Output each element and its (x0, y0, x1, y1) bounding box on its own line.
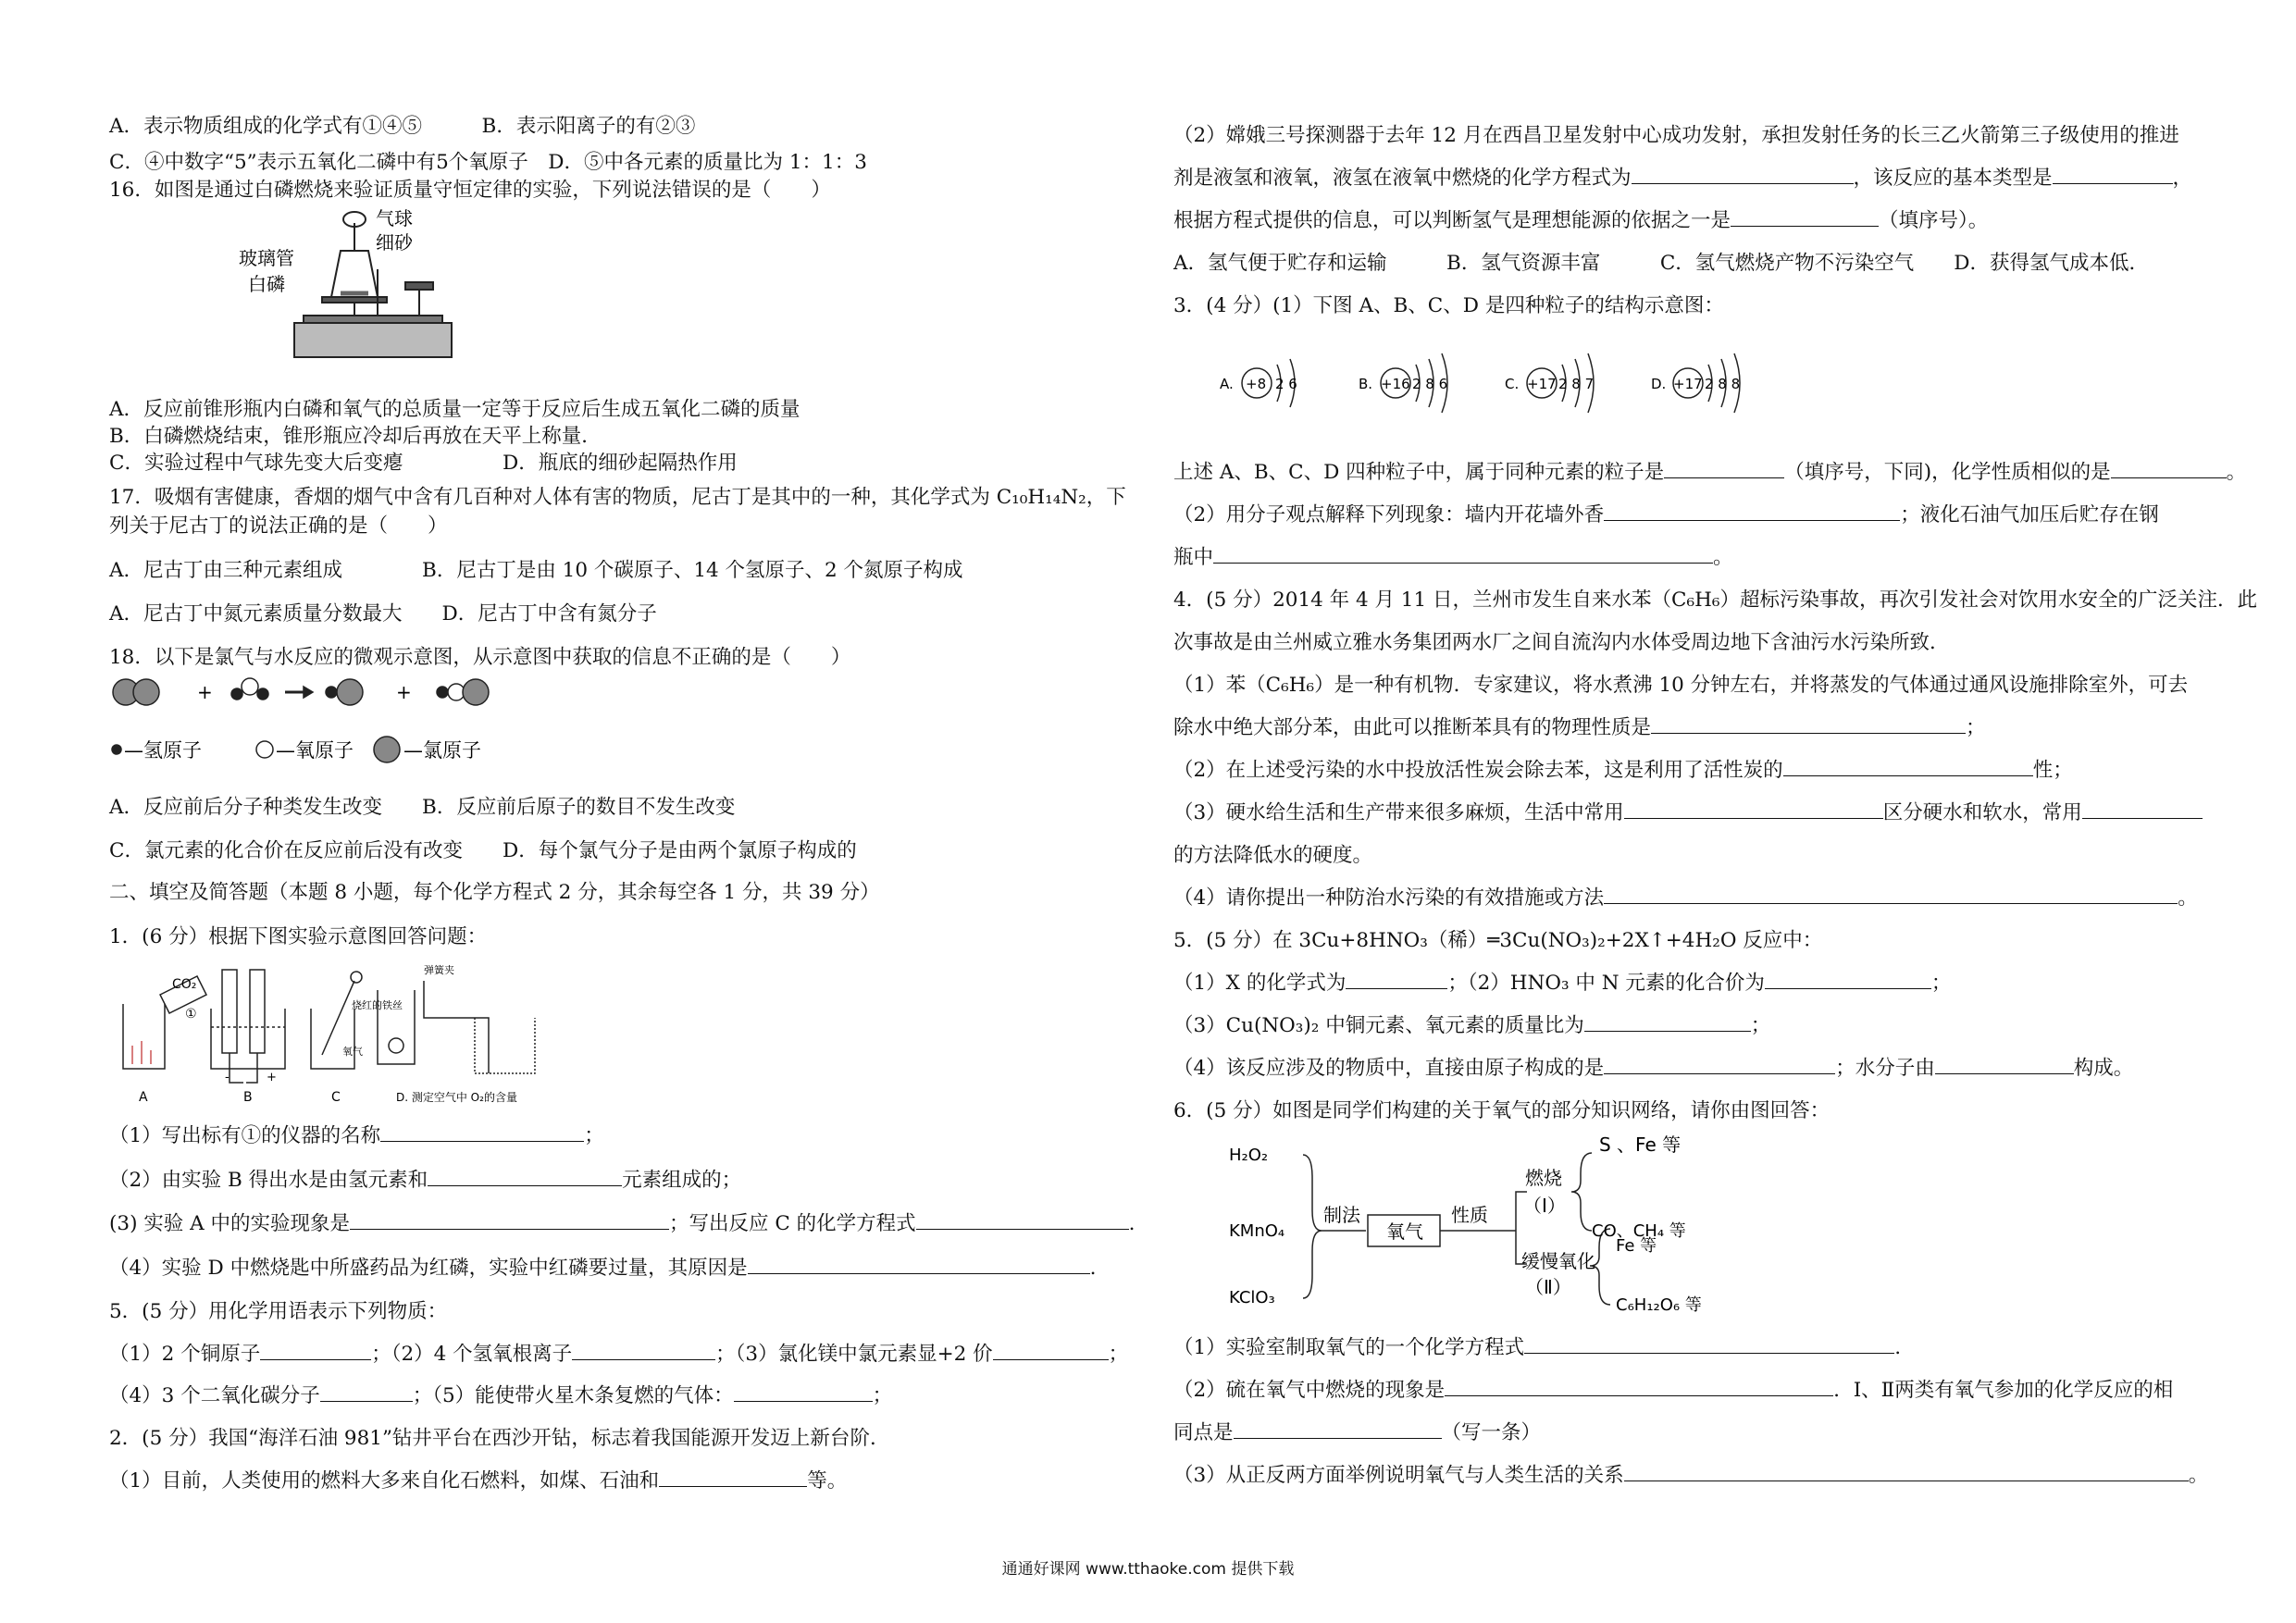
co-ch4-label: CO、CH₄ 等 (1592, 1221, 1686, 1241)
q4-part2: （2）在上述受污染的水中投放活性炭会除去苯，这是利用了活性炭的 性； (1173, 759, 2073, 782)
circle-one-label: ① (185, 1007, 197, 1022)
answer-blank[interactable] (1935, 1055, 2074, 1074)
fill-q1-part3: (3) 实验 A 中的实验现象是 ；写出反应 C 的化学方程式 . (109, 1212, 1136, 1235)
co2-label: CO₂ (172, 977, 197, 992)
q4-part3-line1: （3）硬水给生活和生产带来很多麻烦，生活中常用 区分硬水和软水，常用 (1173, 799, 2203, 827)
q4-stem-line1: 4．(5 分）2014 年 4 月 11 日，兰州市发生自来水苯（C₆H₆）超标污染事故，再次引发社会对饮用水安全的广泛关注．此 (1173, 588, 2257, 612)
q3-stem: 3．(4 分）(1）下图 A、B、C、D 是四种粒子的结构示意图： (1173, 294, 1724, 317)
q18-stem: 18．以下是氯气与水反应的微观示意图，从示意图中获取的信息不正确的是（ ） (109, 646, 851, 669)
fill-q1-part2: （2）由实验 B 得出水是由氢元素和 元素组成的； (109, 1169, 742, 1192)
atom-d-nucleus: +17 (1673, 376, 1703, 392)
atom-a-nucleus: +8 (1246, 376, 1267, 392)
slow-oxidation-label: 缓慢氧化 (1521, 1250, 1595, 1272)
q2-part2-line3: 根据方程式提供的信息，可以判断氢气是理想能源的依据之一是 （填序号）。 (1173, 209, 1989, 232)
answer-blank[interactable] (1234, 1419, 1442, 1439)
burn-label: 燃烧 (1525, 1167, 1562, 1189)
q17-stem-line2: 列关于尼古丁的说法正确的是（ ） (109, 514, 448, 538)
q3-part2-line2: 瓶中 。 (1173, 546, 1733, 569)
kclo3-label: KClO₃ (1229, 1288, 1275, 1307)
answer-blank[interactable] (2082, 799, 2203, 819)
answer-blank[interactable] (1624, 799, 1883, 819)
q3-part1: 上述 A、B、C、D 四种粒子中，属于同种元素的粒子是 （填序号，下同)，化学性质相似的是 。 (1173, 461, 2247, 484)
answer-blank[interactable] (1604, 1055, 1835, 1074)
answer-blank[interactable] (1445, 1377, 1833, 1396)
section-two-heading: 二、填空及简答题（本题 8 小题，每个化学方程式 2 分，其余每空各 1 分，共 39 分） (109, 881, 880, 904)
q4-part4: （4）请你提出一种防治水污染的有效措施或方法 。 (1173, 886, 2198, 910)
atom-b-label: B. (1359, 376, 1373, 392)
q16-option-b: B．白磷燃烧结束，锥形瓶应冷却后再放在天平上称量． (109, 425, 602, 448)
svg-text:+: + (396, 681, 412, 703)
fill-q1-part4: （4）实验 D 中燃烧匙中所盛药品为红磷，实验中红磷要过量，其原因是 . (109, 1257, 1097, 1280)
plus-label: + (267, 1071, 277, 1084)
q2-part2-line1: （2）嫦娥三号探测器于去年 12 月在西昌卫星发射中心成功发射，承担发射任务的长三乙火箭第三子级使用的推进 (1173, 124, 2179, 147)
atom-a-label: A. (1220, 376, 1234, 392)
q5-part3: （3）Cu(NO₃)₂ 中铜元素、氧元素的质量比为 ； (1173, 1014, 1771, 1037)
answer-blank[interactable] (572, 1341, 715, 1360)
answer-blank[interactable] (1651, 714, 1966, 734)
q15-options-cd: C．④中数字“5”表示五氧化二磷中有5个氧原子 D．⑤中各元素的质量比为 1：1：3 (109, 151, 867, 174)
answer-blank[interactable] (993, 1341, 1109, 1360)
q2-part2-options: A．氢气便于贮存和运输 B．氢气资源丰富 C．氢气燃烧产物不污染空气 D．获得氢气成本低． (1173, 252, 2150, 275)
q6-stem: 6．(5 分）如图是同学们构建的关于氧气的部分知识网络，请你由图回答： (1173, 1099, 1831, 1122)
answer-blank[interactable] (2053, 165, 2173, 184)
q16-stem: 16．如图是通过白磷燃烧来验证质量守恒定律的实验，下列说法错误的是（ ） (109, 179, 831, 202)
tube-label: 玻璃管 (239, 247, 294, 269)
q16-balance-figure (239, 204, 479, 371)
q4-part1-line1: （1）苯（C₆H₆）是一种有机物．专家建议，将水煮沸 10 分钟左右，并将蒸发的气体通过通风设施排除室外，可去 (1173, 674, 2189, 697)
wire-label: 烧红的铁丝 (352, 999, 403, 1011)
answer-blank[interactable] (1664, 459, 1784, 478)
answer-blank[interactable] (734, 1382, 873, 1402)
q6-part2-line2: 同点是 （写一条） (1173, 1421, 1542, 1444)
legend-oxygen: —氧原子 (276, 739, 354, 762)
q16-options-cd: C．实验过程中气球先变大后变瘪 D．瓶底的细砂起隔热作用 (109, 452, 738, 475)
answer-blank[interactable] (380, 1122, 584, 1142)
answer-blank[interactable] (260, 1341, 371, 1360)
answer-blank[interactable] (1624, 1462, 2189, 1481)
answer-blank[interactable] (2111, 459, 2227, 478)
fill-q5-stem: 5．(5 分）用化学用语表示下列物质： (109, 1300, 448, 1323)
atom-d-shells: 2 8 8 (1705, 376, 1741, 392)
q6-part2-line1: （2）硫在氧气中燃烧的现象是 ．Ⅰ、Ⅱ两类有氧气参加的化学反应的相 (1173, 1379, 2174, 1402)
q3-part2-line1: （2）用分子观点解释下列现象：墙内开花墙外香 ；液化石油气加压后贮存在钢 (1173, 503, 2159, 527)
fe-label: Fe 等 (1616, 1236, 1657, 1256)
balloon-label: 气球 (376, 207, 413, 229)
q15-options-ab: A．表示物质组成的化学式有①④⑤ B．表示阳离子的有②③ (109, 115, 696, 138)
answer-blank[interactable] (916, 1210, 1129, 1230)
atom-d-label: D. (1651, 376, 1667, 392)
atom-c-nucleus: +17 (1527, 376, 1557, 392)
fill-q5-line2: （4）3 个二氧化碳分子 ；（5）能使带火星木条复燃的气体： ； (109, 1384, 893, 1407)
atom-a-shells: 2 6 (1275, 376, 1297, 392)
q5-stem: 5．(5 分）在 3Cu+8HNO₃（稀）═3Cu(NO₃)₂+2X↑+4H₂O 反应中： (1173, 929, 1823, 952)
oxygen-knowledge-network (1229, 1127, 1766, 1312)
experiment-figure (109, 953, 646, 1110)
q18-options-ab: A．反应前后分子种类发生改变 B．反应前后原子的数目不发生改变 (109, 796, 736, 819)
kmno4-label: KMnO₄ (1229, 1221, 1285, 1241)
q17-options-ab: A．尼古丁由三种元素组成 B．尼古丁是由 10 个碳原子、14 个氢原子、2 个氮原子构成 (109, 559, 963, 582)
answer-blank[interactable] (1213, 544, 1713, 564)
legend-hydrogen: —氢原子 (124, 739, 202, 762)
q5-part4: （4）该反应涉及的物质中，直接由原子构成的是 ；水分子由 构成。 (1173, 1057, 2134, 1080)
answer-blank[interactable] (1765, 970, 1931, 989)
q4-part1-line2: 除水中绝大部分苯，由此可以推断苯具有的物理性质是 ； (1173, 716, 1986, 739)
q17-options-cd: A．尼古丁中氮元素质量分数最大 D．尼古丁中含有氮分子 (109, 602, 657, 626)
fill-q2-stem: 2．(5 分）我国“海洋石油 981”钻井平台在西沙开钻，标志着我国能源开发迈上新台阶． (109, 1427, 890, 1450)
oxygen-box-label: 氧气 (1386, 1220, 1423, 1243)
fill-q2-part1: （1）目前，人类使用的燃料大多来自化石燃料，如煤、石油和 等。 (109, 1469, 848, 1493)
q6-part3: （3）从正反两方面举例说明氧气与人类生活的关系 。 (1173, 1464, 2209, 1487)
answer-blank[interactable] (1604, 502, 1900, 521)
atom-b-shells: 2 8 6 (1412, 376, 1448, 392)
sand-label: 细砂 (376, 231, 413, 254)
q6-part1: （1）实验室制取氧气的一个化学方程式 . (1173, 1336, 1902, 1359)
q18-reaction-diagram (109, 675, 535, 777)
answer-blank[interactable] (1604, 885, 2178, 904)
answer-blank[interactable] (748, 1255, 1090, 1274)
answer-blank[interactable] (1731, 207, 1879, 227)
legend-chlorine: —氯原子 (403, 739, 481, 762)
page-footer: 通通好课网 www.tthaoke.com 提供下载 (1001, 1560, 1295, 1579)
fill-q5-line1: （1）2 个铜原子 ；（2）4 个氢氧根离子 ；（3）氯化镁中氯元素显+2 价 ； (109, 1343, 1129, 1366)
answer-blank[interactable] (1783, 757, 2033, 776)
q18-options-cd: C．氯元素的化合价在反应前后没有改变 D．每个氯气分子是由两个氯原子构成的 (109, 839, 857, 862)
q2-part2-line2: 剂是液氢和液氧，液氢在液氧中燃烧的化学方程式为 ，该反应的基本类型是 ， (1173, 167, 2193, 190)
slow-number: （Ⅱ） (1525, 1276, 1571, 1298)
answer-blank[interactable] (1584, 1012, 1751, 1032)
answer-blank[interactable] (320, 1382, 413, 1402)
answer-blank[interactable] (1346, 970, 1447, 989)
phosphorus-label: 白磷 (248, 273, 285, 295)
answer-blank[interactable] (350, 1210, 669, 1230)
atom-c-label: C. (1505, 376, 1520, 392)
atom-structure-diagrams (1220, 328, 1793, 439)
glucose-label: C₆H₁₂O₆ 等 (1616, 1295, 1702, 1312)
answer-blank[interactable] (1632, 165, 1854, 184)
svg-text:+: + (197, 681, 213, 703)
q5-part1-2: （1）X 的化学式为 ；（2）HNO₃ 中 N 元素的化合价为 ； (1173, 972, 1952, 995)
label-d: D. 测定空气中 O₂的含量 (396, 1091, 517, 1104)
conical-flask (331, 251, 378, 297)
answer-blank[interactable] (428, 1167, 622, 1186)
label-c: C (331, 1090, 341, 1105)
minus-label: - (225, 1071, 230, 1084)
h2o2-label: H₂O₂ (1229, 1146, 1269, 1165)
atom-c-shells: 2 8 7 (1558, 376, 1595, 392)
q4-part3-line2: 的方法降低水的硬度。 (1173, 844, 1373, 867)
oxygen-label: 氧气 (342, 1046, 363, 1058)
s-fe-label: S 、Fe 等 (1599, 1134, 1682, 1156)
fill-q1-part1: （1）写出标有①的仪器的名称 ； (109, 1124, 604, 1147)
label-b: B (243, 1090, 253, 1105)
property-label: 性质 (1451, 1204, 1488, 1226)
answer-blank[interactable] (659, 1468, 807, 1487)
label-a: A (139, 1090, 148, 1105)
atom-b-nucleus: +16 (1381, 376, 1410, 392)
clip-label: 弹簧夹 (424, 964, 454, 976)
q4-stem-line2: 次事故是由兰州威立雅水务集团两水厂之间自流沟内水体受周边地下含油污水污染所致． (1173, 631, 1950, 654)
answer-blank[interactable] (1524, 1334, 1894, 1354)
fill-q1-stem: 1．(6 分）根据下图实验示意图回答问题： (109, 925, 488, 948)
method-label: 制法 (1323, 1204, 1360, 1226)
q17-stem-line1: 17．吸烟有害健康，香烟的烟气中含有几百种对人体有害的物质，尼古丁是其中的一种，其化学式为 C₁₀H₁₄N₂，下 (109, 486, 1126, 509)
burn-number: （Ⅰ） (1523, 1195, 1566, 1217)
q16-option-a: A．反应前锥形瓶内白磷和氧气的总质量一定等于反应后生成五氧化二磷的质量 (109, 398, 800, 421)
